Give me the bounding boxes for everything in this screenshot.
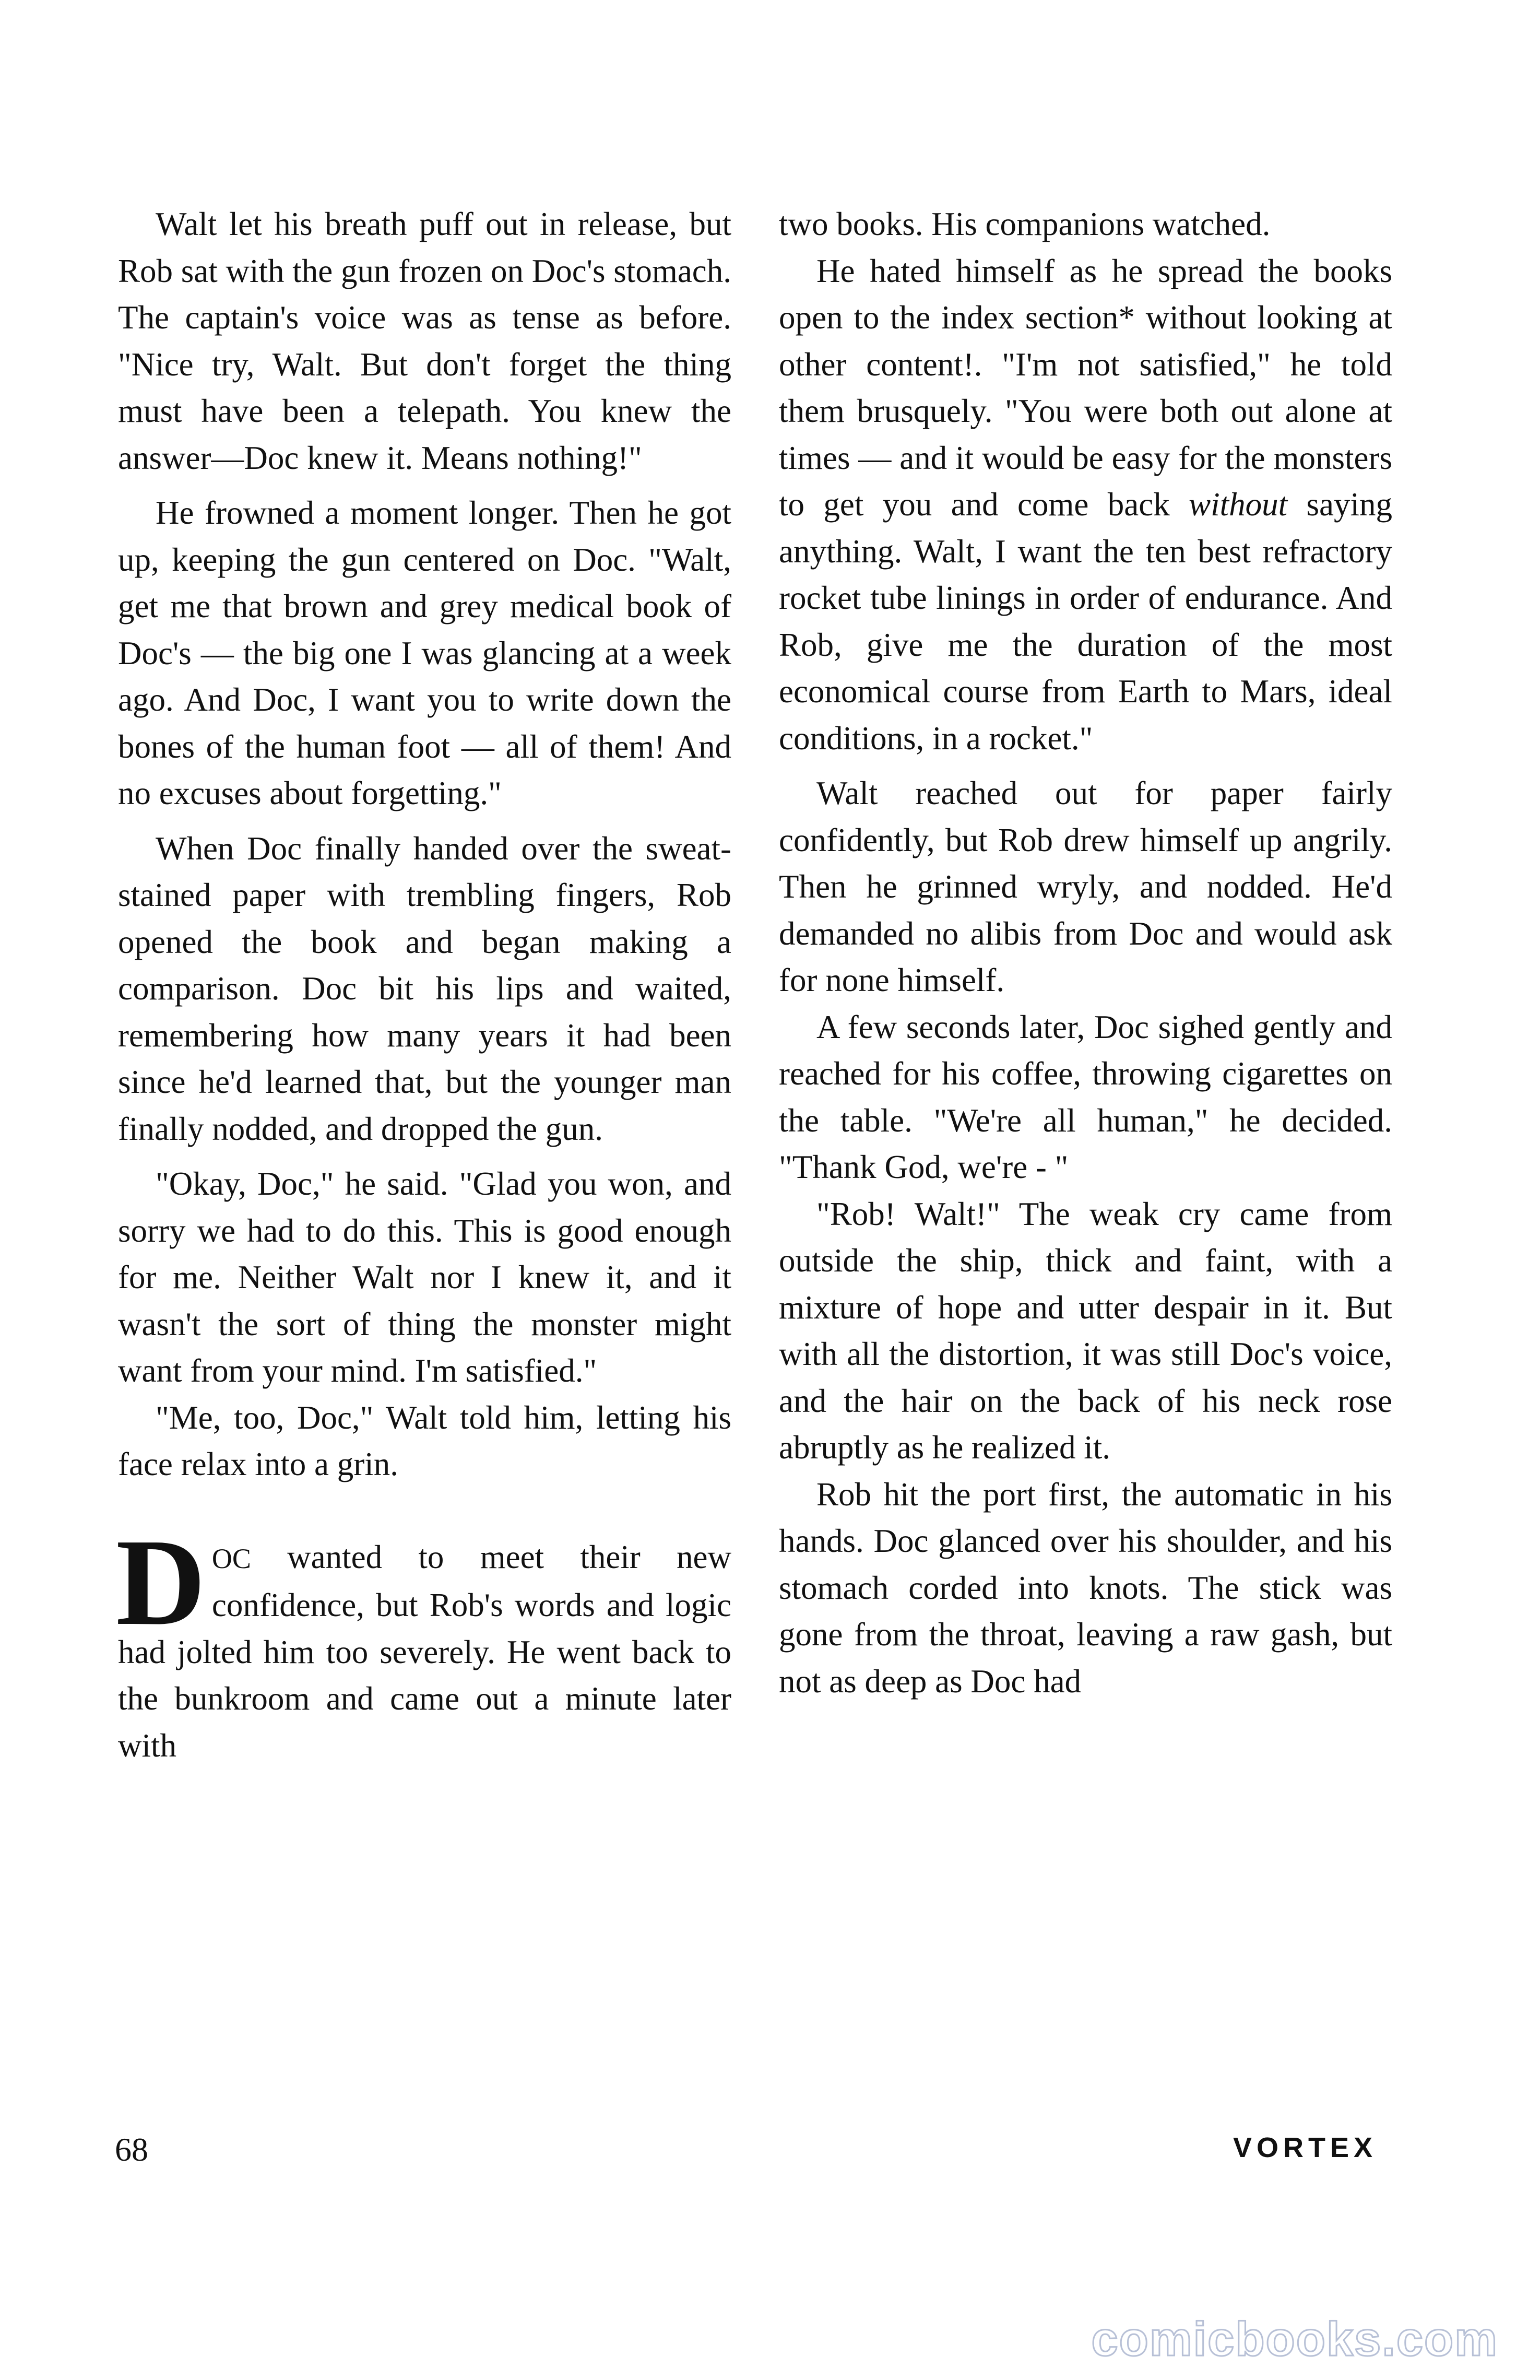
small-caps-lead: OC <box>211 1542 251 1574</box>
paragraph: "Okay, Doc," he said. "Glad you won, and sorry we had to do this. This is good enough for me. Neither Walt nor I knew it, and it wasn't the sort of thing the monster might want from your mind. I'm satisfied." <box>118 1165 731 1389</box>
paragraph: Walt reached out for paper fairly confidently, but Rob drew himself up angrily. Then he grinned wryly, and nodded. He'd demanded no alibis from Doc and would ask for none himself. <box>779 775 1392 998</box>
right-column <box>779 201 1392 1705</box>
paragraph-text: He hated himself as he spread the books open to the index section* without looking at other content!. "I'm not satisfied," he told them brusquely. "You were both out alone at times — and it would be easy for the monsters to get you and come back <box>779 252 1392 523</box>
paragraph-text: saying anything. Walt, I want the ten best refractory rocket tube linings in order of endurance. And Rob, give me the duration of the most economical course from Earth to Mars, ideal conditions, in a rocket." <box>779 486 1392 757</box>
paragraph: two books. His companions watched. <box>779 206 1271 242</box>
left-column <box>118 201 731 1769</box>
page-number: 68 <box>115 2131 148 2168</box>
magazine-title: VORTEX <box>1233 2132 1377 2163</box>
drop-cap: D <box>116 1513 206 1651</box>
watermark: comicbooks.com <box>1091 2313 1498 2366</box>
section-text: wanted to meet their new confidence, but Rob's words and logic had jolted him too severely. He went back to the bunkroom and came out a minute later with <box>118 1538 731 1764</box>
section-paragraph <box>116 1513 731 1770</box>
paragraph: "Me, too, Doc," Walt told him, letting his face relax into a grin. <box>118 1399 731 1482</box>
paragraph: When Doc finally handed over the sweat-stained paper with trembling fingers, Rob opened the book and began making a comparison. Doc bit his lips and waited, remembering how many years it had been since he'd learned that, but the younger man finally nodded, and dropped the gun. <box>118 830 731 1147</box>
paragraph: A few seconds later, Doc sighed gently and reached for his coffee, throwing cigarettes on the table. "We're all human," he decided. "Thank God, we're - " <box>779 1008 1392 1185</box>
paragraph: Walt let his breath puff out in release, but Rob sat with the gun frozen on Doc's stomach. The captain's voice was as tense as before. "Nice try, Walt. But don't forget the thing must have been a telepath. You knew the answer—Doc knew it. Means nothing!" <box>118 206 731 476</box>
paragraph <box>779 248 1392 762</box>
paragraph: He frowned a moment longer. Then he got up, keeping the gun centered on Doc. "Walt, get me that brown and grey medical book of Doc's — the big one I was glancing at a week ago. And Doc, I want you to write down the bones of the human foot — all of them! And no excuses about forgetting." <box>118 494 731 811</box>
emphasis: without <box>1189 486 1288 523</box>
paragraph: Rob hit the port first, the automatic in his hands. Doc glanced over his shoulder, and his stomach corded into knots. The stick was gone from the throat, leaving a raw gash, but not as deep as Doc had <box>779 1476 1392 1700</box>
paragraph: "Rob! Walt!" The weak cry came from outside the ship, thick and faint, with a mixture of hope and utter despair in it. But with all the distortion, it was still Doc's voice, and the hair on the back of his neck rose abruptly as he realized it. <box>779 1195 1392 1466</box>
